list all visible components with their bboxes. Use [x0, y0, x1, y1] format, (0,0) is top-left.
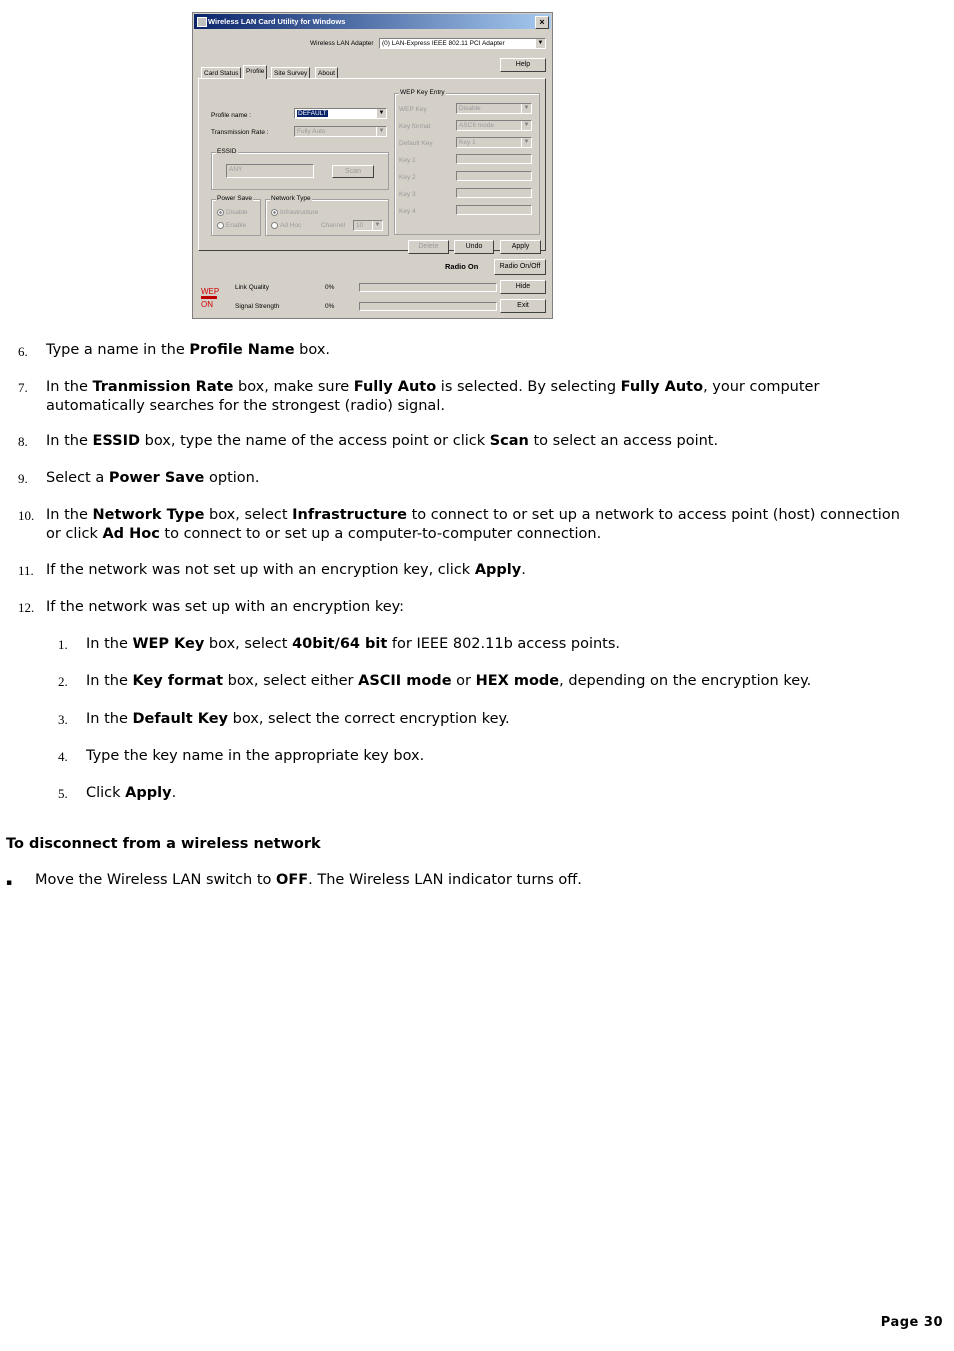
step-text: or [451, 673, 476, 689]
substep-2 [86, 672, 906, 691]
app-icon [197, 17, 207, 27]
close-icon[interactable]: × [535, 16, 549, 29]
essid-legend: ESSID [217, 148, 237, 155]
undo-button[interactable]: Undo [454, 240, 494, 254]
radio-on-status: Radio On [445, 262, 479, 271]
key-4-input[interactable] [456, 205, 532, 215]
power-save-legend: Power Save [217, 195, 253, 202]
chevron-down-icon: ▼ [372, 221, 382, 230]
key-1-label: Key 1 [399, 157, 416, 164]
step-10 [46, 506, 906, 544]
disconnect-step [35, 871, 895, 890]
hide-button[interactable]: Hide [500, 280, 546, 294]
key-2-label: Key 2 [399, 174, 416, 181]
apply-button[interactable]: Apply [500, 240, 541, 254]
step-text: Move the Wireless LAN switch to [35, 872, 277, 888]
essid-group [211, 148, 389, 190]
step-text: to connect to or set up a computer-to-computer connection. [159, 526, 602, 542]
transmission-rate-select[interactable] [294, 126, 387, 137]
substep-number: 3. [58, 712, 68, 727]
power-save-enable-radio[interactable] [217, 222, 246, 229]
step-text: In the [86, 711, 133, 727]
network-type-legend: Network Type [271, 195, 311, 202]
essid-value: ANY [229, 166, 243, 173]
step-bold: Tranmission Rate [92, 379, 234, 395]
infrastructure-label: Infrastructure [280, 209, 319, 217]
key-3-label: Key 3 [399, 191, 416, 198]
step-text: box, select either [223, 673, 359, 689]
wep-key-select[interactable] [456, 103, 532, 114]
step-text: to connect to or set up a network to access point (host) connection or click [46, 507, 900, 542]
step-9 [46, 469, 906, 488]
step-text: is selected. By selecting [436, 379, 621, 395]
step-text: If the network was set up with an encryption key: [46, 599, 405, 615]
default-key-label: Default Key [399, 140, 433, 147]
substep-4 [86, 747, 906, 766]
chevron-down-icon: ▼ [521, 104, 531, 113]
tab-about[interactable]: About [315, 67, 338, 78]
substep-3 [86, 710, 906, 729]
step-text: In the [46, 433, 93, 449]
step-bold: Infrastructure [292, 507, 407, 523]
step-text: Click [86, 785, 126, 801]
page-number: Page 30 [880, 1315, 943, 1330]
channel-select[interactable] [353, 220, 383, 231]
step-text: In the [46, 507, 93, 523]
link-quality-label: Link Quality [235, 284, 269, 291]
step-bold: WEP Key [132, 636, 205, 652]
default-key-select[interactable] [456, 137, 532, 148]
step-text: box, select the correct encryption key. [228, 711, 510, 727]
step-bold: ESSID [92, 433, 141, 449]
power-save-disable-label: Disable [226, 209, 248, 217]
substep-number: 2. [58, 674, 68, 689]
step-number: 6. [18, 344, 28, 359]
wep-key-entry-group [394, 89, 540, 235]
profile-name-label: Profile name : [211, 112, 252, 119]
dialog-title: Wireless LAN Card Utility for Windows [208, 17, 346, 26]
radio-icon [217, 209, 224, 216]
substep-5 [86, 784, 906, 803]
signal-strength-meter [359, 302, 497, 311]
radio-icon [271, 209, 278, 216]
delete-button[interactable]: Delete [408, 240, 449, 254]
step-bold: Fully Auto [620, 379, 704, 395]
step-number: 9. [18, 471, 28, 486]
step-bold: HEX mode [475, 673, 560, 689]
wep-icon-text-bottom: ON [201, 300, 213, 309]
step-8 [46, 432, 906, 451]
step-11 [46, 561, 906, 580]
step-bold: Default Key [132, 711, 228, 727]
step-number: 8. [18, 434, 28, 449]
substep-1 [86, 635, 906, 654]
wep-key-value: Disable [459, 105, 481, 112]
step-text: . The Wireless LAN indicator turns off. [308, 872, 582, 888]
wlan-utility-screenshot [192, 12, 553, 319]
key-format-value: ASCII mode [459, 122, 495, 129]
disconnect-heading: To disconnect from a wireless network [6, 836, 321, 852]
dialog-titlebar [194, 14, 551, 29]
chevron-down-icon: ▼ [521, 138, 531, 147]
help-button[interactable]: Help [500, 58, 546, 72]
radio-icon [271, 222, 278, 229]
key-format-select[interactable] [456, 120, 532, 131]
step-text: , depending on the encryption key. [559, 673, 812, 689]
signal-strength-label: Signal Strength [235, 303, 280, 310]
step-text: Select a [46, 470, 109, 486]
profile-panel [198, 78, 546, 251]
exit-button[interactable]: Exit [500, 299, 546, 313]
step-bold: Key format [132, 673, 224, 689]
tab-site-survey[interactable]: Site Survey [271, 67, 310, 78]
chevron-down-icon: ▼ [521, 121, 531, 130]
signal-strength-value: 0% [325, 303, 335, 310]
step-text: , your computer automatically searches for the strongest (radio) signal. [46, 379, 820, 414]
link-quality-value: 0% [325, 284, 335, 291]
adapter-label: Wireless LAN Adapter [310, 40, 374, 47]
step-bold: Scan [489, 433, 529, 449]
tab-profile[interactable]: Profile [243, 65, 267, 79]
substep-number: 5. [58, 786, 68, 801]
step-text: box. [294, 342, 331, 358]
ad-hoc-label: Ad Hoc [280, 222, 302, 230]
key-1-input[interactable] [456, 154, 532, 164]
step-number: 12. [18, 600, 35, 615]
scan-button[interactable]: Scan [332, 165, 374, 178]
step-bold: ASCII mode [358, 673, 452, 689]
essid-input[interactable] [226, 164, 314, 178]
step-bold: Apply [474, 562, 522, 578]
step-6 [46, 341, 906, 360]
step-text: Type the key name in the appropriate key box. [86, 748, 425, 764]
step-bold: OFF [276, 872, 309, 888]
link-quality-meter [359, 283, 497, 292]
chevron-down-icon: ▼ [376, 127, 386, 136]
channel-value: 10 [356, 222, 364, 229]
power-save-disable-radio[interactable] [217, 209, 248, 216]
step-bold: 40bit/64 bit [292, 636, 388, 652]
step-bold: Apply [125, 785, 172, 801]
step-7 [46, 378, 906, 416]
tab-card-status[interactable]: Card Status [201, 67, 241, 78]
key-4-label: Key 4 [399, 208, 416, 215]
wep-icon-text-top: WEP [201, 287, 220, 296]
ad-hoc-radio[interactable] [271, 222, 301, 229]
key-format-label: Key format [399, 123, 431, 130]
adapter-select[interactable] [379, 38, 546, 49]
radio-onoff-button[interactable]: Radio On/Off [494, 259, 546, 275]
step-text: Type a name in the [46, 342, 190, 358]
key-2-input[interactable] [456, 171, 532, 181]
key-3-input[interactable] [456, 188, 532, 198]
step-number: 7. [18, 380, 28, 395]
step-text: In the [86, 673, 133, 689]
step-bold: Power Save [108, 470, 205, 486]
step-text: for IEEE 802.11b access points. [387, 636, 621, 652]
wep-key-label: WEP Key [399, 106, 427, 113]
power-save-group [211, 195, 261, 236]
chevron-down-icon: ▼ [376, 109, 386, 118]
chevron-down-icon: ▼ [535, 39, 545, 48]
step-bold: Fully Auto [353, 379, 437, 395]
step-text: box, select [204, 507, 293, 523]
step-text: box, make sure [233, 379, 354, 395]
step-bold: Network Type [92, 507, 205, 523]
substep-number: 4. [58, 749, 68, 764]
infrastructure-radio[interactable] [271, 209, 318, 216]
transmission-rate-label: Transmission Rate : [211, 129, 269, 136]
step-bold: Ad Hoc [102, 526, 160, 542]
step-text: . [171, 785, 177, 801]
power-save-enable-label: Enable [226, 222, 247, 230]
step-text: box, select [204, 636, 293, 652]
default-key-value: Key 1 [459, 139, 476, 146]
adapter-value: (0) LAN-Express IEEE 802.11 PCI Adapter [382, 40, 505, 47]
substep-number: 1. [58, 637, 68, 652]
wep-on-icon [200, 285, 222, 309]
step-text: option. [204, 470, 260, 486]
step-text: In the [86, 636, 133, 652]
step-text: . [521, 562, 526, 578]
step-text: to select an access point. [528, 433, 719, 449]
step-number: 10. [18, 508, 35, 523]
step-text: box, type the name of the access point or click [140, 433, 490, 449]
wep-legend: WEP Key Entry [400, 89, 445, 96]
network-type-group [265, 195, 389, 236]
step-text: In the [46, 379, 93, 395]
profile-name-select[interactable] [294, 108, 387, 119]
channel-label: Channel [321, 222, 346, 229]
profile-name-value: DEFAULT [298, 110, 327, 117]
step-text: If the network was not set up with an encryption key, click [46, 562, 475, 578]
transmission-rate-value: Fully Auto [297, 128, 326, 135]
step-12 [46, 598, 906, 617]
radio-icon [217, 222, 224, 229]
bullet-icon: ▪ [6, 878, 13, 888]
step-number: 11. [18, 563, 34, 578]
step-bold: Profile Name [189, 342, 295, 358]
